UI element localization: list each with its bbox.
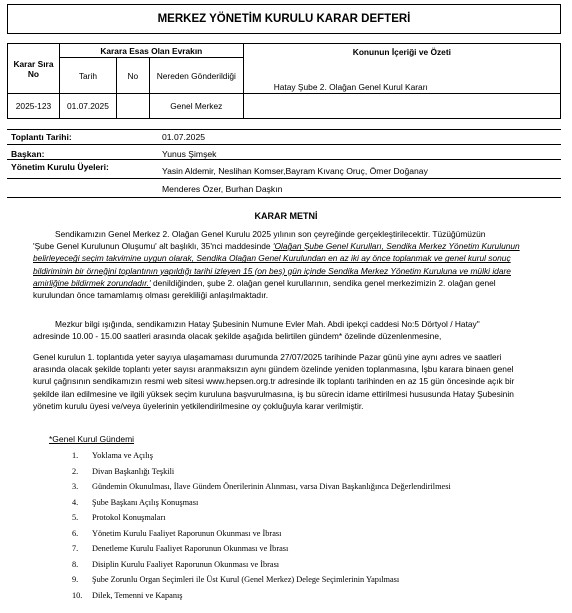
agenda-list bbox=[72, 451, 451, 606]
agenda-num: 5. bbox=[72, 513, 79, 522]
konu-label: Konunun İçeriği ve Özeti bbox=[352, 47, 451, 57]
tarih-label: Tarih bbox=[78, 70, 97, 81]
divider bbox=[7, 144, 561, 145]
konu-cell bbox=[243, 82, 560, 119]
para3-line: Genel kurulun 1. toplantıda yeter sayıya ulaşamaması durumunda 27/07/2025 tarihinde Pazar günü yine aynı adres ve saatleri bbox=[33, 352, 502, 362]
para1-line bbox=[33, 277, 545, 289]
quoted-bylaw: bildiriminin bir örneğini toplantının yapıldığı tarihi izleyen 15 (on beş) gün içinde Sendika Merkez Yönetim Kuruluna ve mülki idare bbox=[33, 265, 511, 276]
karar-sira-no-label: Karar Sıra No bbox=[13, 58, 54, 79]
agenda-text: Divan Başkanlığı Teşkili bbox=[92, 466, 175, 476]
uyeler-label: Yönetim Kurulu Üyeleri: bbox=[11, 162, 109, 172]
agenda-item bbox=[72, 467, 451, 483]
para1-text: 'Şube Genel Kurulunun Oluşumu' alt başlıklı, 35'nci maddesinde bbox=[33, 241, 273, 252]
document-title bbox=[7, 4, 561, 34]
toplanti-label: Toplantı Tarihi: bbox=[11, 132, 72, 142]
agenda-item bbox=[72, 482, 451, 498]
uyeler-line-2: Menderes Özer, Burhan Daşkın bbox=[162, 184, 283, 194]
agenda-text: Dilek, Temenni ve Kapanış bbox=[92, 590, 183, 600]
baskan-value: Yunus Şimşek bbox=[162, 149, 217, 159]
agenda-text: Gündemin Okunulması, İlave Gündem Önerilerinin Alınması, varsa Divan Başkanlığınca Değerlendirilmesi bbox=[92, 482, 451, 491]
evrak-label: Karara Esas Olan Evrakın bbox=[100, 45, 203, 56]
para2-line: adresinde 10.00 - 15.00 saatleri arasında olacak şekilde aşağıda belirtilen gündem* özelinde düzenlenmesine, bbox=[33, 331, 442, 342]
nereden-header bbox=[149, 58, 243, 94]
agenda-num: 1. bbox=[72, 451, 79, 460]
quoted-bylaw: belirleyeceği seçim takvimine uygun olarak, Sendika Olağan Genel Kurulundan en az iki ay önce toplanmak ve genel kurul sonuç bbox=[33, 253, 511, 264]
agenda-num: 2. bbox=[72, 466, 79, 476]
para3-line: arasında olacak şekilde toplantı yeter sayısı aranmaksızın aynı gündem özelinde yeniden toplanmasına, İşbu karara binaen genel bbox=[33, 364, 514, 375]
para3-line: yönetim kurulu üyesi ve/veya üyelerinin yetkilendirilmesine oy çokluğuyla karar verilmiştir. bbox=[33, 400, 364, 411]
no-label: No bbox=[127, 70, 139, 81]
tarih-cell bbox=[59, 94, 116, 119]
gundem-title: *Genel Kurul Gündemi bbox=[49, 434, 135, 444]
nereden-cell bbox=[149, 94, 243, 119]
nereden-value: Genel Merkez bbox=[170, 101, 223, 111]
divider bbox=[7, 178, 561, 179]
agenda-num: 6. bbox=[72, 528, 79, 538]
paragraph-2 bbox=[33, 318, 545, 342]
para3-line: şekilde ilan edilmesine ve ilgili yüksek seçim kuruluna başvurulmasına, iş bu sürecin idame ettirilmesi hususunda Hatay Şubesinin bbox=[33, 388, 514, 399]
para3-line: kurul çağrısının sendikamızın resmi web sitesi www.hepsen.org.tr adresinde ilk toplantı tarihinden en az 15 gün öncesinde açık bir bbox=[33, 376, 515, 387]
divider bbox=[7, 129, 561, 130]
agenda-item bbox=[72, 451, 451, 467]
karar-sira-no-value: 2025-123 bbox=[15, 101, 52, 111]
quoted-bylaw: 'Olağan Şube Genel Kurulları, Sendika Merkez Yönetim Kurulunun bbox=[272, 241, 520, 252]
quoted-bylaw: amirliğine bildirmek zorundadır.' bbox=[33, 277, 151, 288]
tarih-value: 01.07.2025 bbox=[66, 101, 109, 111]
agenda-text: Protokol Konuşmaları bbox=[92, 513, 166, 522]
para1-line: kurulundan önce tamamlamış olması gerekliliği anlaşılmaktadır. bbox=[33, 290, 269, 301]
agenda-num: 8. bbox=[72, 559, 79, 569]
karar-sira-no-header bbox=[8, 44, 60, 94]
karar-sira-no-cell bbox=[8, 94, 60, 119]
agenda-text: Yoklama ve Açılış bbox=[92, 451, 153, 460]
para1-line bbox=[33, 240, 545, 252]
agenda-text: Disiplin Kurulu Faaliyet Raporunun Okunması ve İbrası bbox=[92, 559, 280, 569]
toplanti-value: 01.07.2025 bbox=[162, 132, 206, 142]
agenda-num: 9. bbox=[72, 575, 79, 584]
agenda-item bbox=[72, 544, 451, 560]
agenda-text: Denetleme Kurulu Faaliyet Raporunun Okunması ve İbrası bbox=[92, 544, 289, 553]
agenda-text: Yönetim Kurulu Faaliyet Raporunun Okunması ve İbrası bbox=[92, 528, 282, 538]
agenda-text: Şube Başkanı Açılış Konuşması bbox=[92, 497, 199, 507]
meeting-info bbox=[7, 129, 561, 198]
decision-header-table bbox=[7, 43, 561, 119]
agenda-text: Şube Zorunlu Organ Seçimleri ile Üst Kurul (Genel Merkez) Delege Seçimlerinin Yapılması bbox=[92, 575, 400, 584]
paragraph-1 bbox=[33, 228, 545, 301]
agenda-num: 7. bbox=[72, 544, 79, 553]
agenda-item bbox=[72, 591, 451, 607]
agenda-num: 10. bbox=[72, 590, 83, 600]
para1-text: denildiğinden, şube 2. olağan genel kurullarının, sendika genel merkezimizin 2. olağan genel bbox=[150, 277, 496, 288]
agenda-item bbox=[72, 529, 451, 545]
agenda-item bbox=[72, 513, 451, 529]
divider bbox=[7, 159, 561, 160]
agenda-item bbox=[72, 560, 451, 576]
nereden-label: Nereden Gönderildiği bbox=[156, 70, 236, 81]
tarih-header bbox=[59, 58, 116, 94]
evrak-header bbox=[59, 44, 243, 58]
baskan-label: Başkan: bbox=[11, 149, 45, 159]
para1-line: Sendikamızın Genel Merkez 2. Olağan Genel Kurulu 2025 yılının son çeyreğinde gerçekleştirilecektir. Tüzüğümüzün bbox=[55, 229, 486, 239]
divider bbox=[7, 197, 561, 198]
paragraph-3 bbox=[33, 351, 545, 412]
uyeler-line-1: Yasin Aldemir, Neslihan Komser,Bayram Kıvanç Oruç, Ömer Doğanay bbox=[162, 166, 428, 176]
agenda-item bbox=[72, 575, 451, 591]
no-header bbox=[116, 58, 149, 94]
konu-value: Hatay Şube 2. Olağan Genel Kurul Kararı bbox=[273, 82, 428, 92]
no-cell bbox=[116, 94, 149, 119]
agenda-num: 4. bbox=[72, 497, 79, 507]
karar-metni-title: KARAR METNİ bbox=[254, 211, 318, 221]
document-title-text: MERKEZ YÖNETİM KURULU KARAR DEFTERİ bbox=[157, 13, 411, 25]
agenda-item bbox=[72, 498, 451, 514]
agenda-num: 3. bbox=[72, 482, 79, 491]
para2-line: Mezkur bilgi ışığında, sendikamızın Hatay Şubesinin Numune Evler Mah. Abdi ipekçi caddesi No:5 Dörtyol / Hatay" bbox=[55, 319, 480, 329]
